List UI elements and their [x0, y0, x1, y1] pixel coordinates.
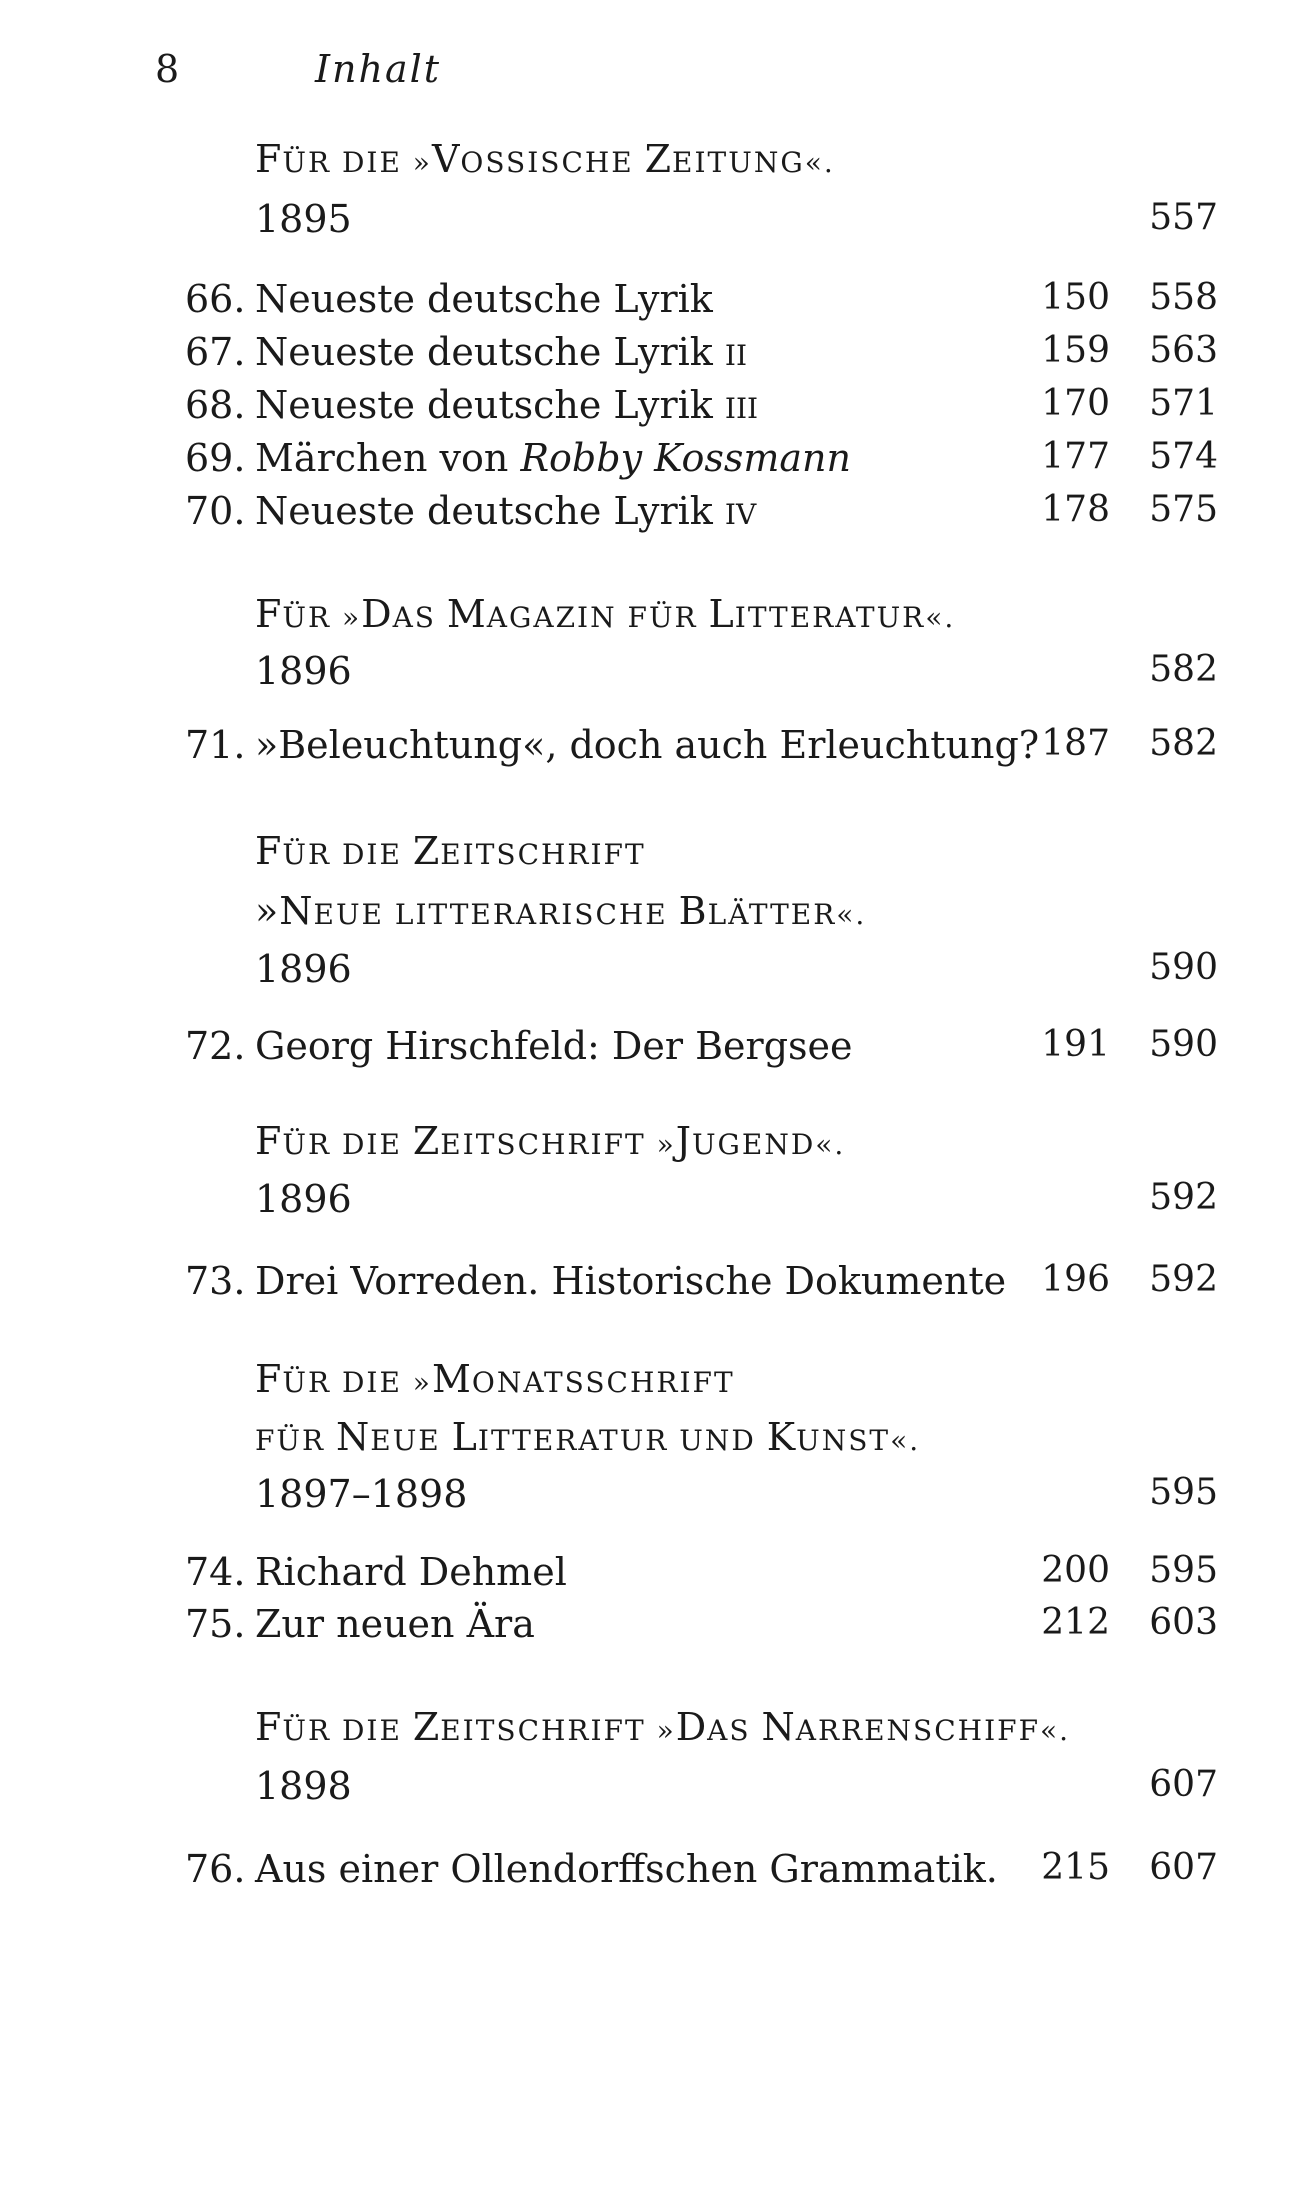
heading-text-part: ITTERATUR UND — [477, 1424, 767, 1457]
heading-text-part: F — [255, 1119, 283, 1163]
heading-text-part: F — [255, 1357, 283, 1401]
section-heading — [255, 137, 835, 181]
section-heading — [255, 829, 646, 873]
entry-page-commentary: 574 — [1149, 436, 1218, 477]
heading-text-part: K — [766, 1415, 797, 1459]
heading-text-part: M — [446, 592, 487, 636]
heading-text-part: AS — [707, 1714, 762, 1747]
entry-title — [255, 330, 748, 374]
heading-text-part: EITSCHRIFT » — [440, 1714, 676, 1747]
heading-text-part: ÜR DIE » — [282, 146, 432, 179]
section-heading — [255, 592, 956, 636]
heading-text-part: D — [675, 1705, 708, 1749]
heading-text-part: EITSCHRIFT — [440, 838, 646, 871]
heading-text-part: LÄTTER«. — [707, 898, 867, 931]
heading-text-part: J — [675, 1119, 692, 1163]
heading-text-part: B — [678, 889, 708, 933]
heading-text-part: ÜR DIE — [282, 1714, 413, 1747]
entry-title-text: Märchen von — [255, 436, 521, 480]
entry-title — [255, 1847, 998, 1891]
heading-text-part: UGEND«. — [691, 1128, 846, 1161]
entry-number: 69. — [185, 436, 246, 480]
section-page: 590 — [1149, 947, 1218, 988]
section-year: 1897–1898 — [255, 1472, 468, 1516]
roman-numeral: IV — [724, 498, 757, 531]
heading-text-part: F — [255, 1705, 283, 1749]
section-year: 1895 — [255, 197, 352, 241]
running-head: Inhalt — [315, 47, 442, 91]
entry-page-original: 178 — [1041, 489, 1110, 530]
entry-page-commentary: 571 — [1149, 383, 1218, 424]
heading-text-part: EITUNG«. — [672, 146, 835, 179]
section-year: 1896 — [255, 649, 352, 693]
heading-text-part: F — [255, 592, 283, 636]
entry-page-commentary: 603 — [1149, 1602, 1218, 1643]
entry-page-commentary: 582 — [1149, 723, 1218, 764]
section-page: 582 — [1149, 649, 1218, 690]
entry-title — [255, 489, 757, 533]
section-heading — [255, 1357, 735, 1401]
entry-title-text: Neueste deutsche Lyrik — [255, 489, 725, 533]
section-page: 592 — [1149, 1177, 1218, 1218]
entry-page-original: 196 — [1041, 1259, 1110, 1300]
entry-title — [255, 1550, 567, 1594]
entry-number: 68. — [185, 383, 246, 427]
section-year: 1898 — [255, 1764, 352, 1808]
section-heading — [255, 1119, 846, 1163]
heading-text-part: M — [431, 1357, 472, 1401]
entry-title — [255, 1259, 1007, 1303]
entry-page-commentary: 592 — [1149, 1259, 1218, 1300]
entry-number: 72. — [185, 1024, 246, 1068]
heading-text-part: ÜR DIE — [282, 838, 413, 871]
entry-number: 71. — [185, 723, 246, 767]
entry-title — [255, 277, 713, 321]
entry-page-original: 215 — [1041, 1847, 1110, 1888]
heading-text-part: F — [255, 137, 283, 181]
entry-number: 73. — [185, 1259, 246, 1303]
entry-number: 75. — [185, 1602, 246, 1646]
entry-title — [255, 436, 852, 480]
heading-text-part: ITTERATUR«. — [734, 601, 956, 634]
entry-page-commentary: 595 — [1149, 1550, 1218, 1591]
heading-text-part: N — [761, 1705, 796, 1749]
entry-title — [255, 1024, 853, 1068]
section-page: 557 — [1149, 197, 1218, 238]
heading-text-part: ÜR » — [282, 601, 362, 634]
heading-text-part: EUE LITTERARISCHE — [313, 898, 679, 931]
entry-page-original: 191 — [1041, 1024, 1110, 1065]
entry-title-text: »Beleuchtung«, doch auch Erleuchtung? — [255, 723, 1040, 767]
section-page: 607 — [1149, 1764, 1218, 1805]
section-year: 1896 — [255, 947, 352, 991]
section-page: 595 — [1149, 1472, 1218, 1513]
heading-text-part: AGAZIN FÜR — [486, 601, 709, 634]
entry-title-text: Drei Vorreden. Historische Dokumente — [255, 1259, 1007, 1303]
heading-text-part: ÜR DIE » — [282, 1366, 432, 1399]
entry-title-text: Richard Dehmel — [255, 1550, 567, 1594]
heading-text-part: ARRENSCHIFF«. — [795, 1714, 1071, 1747]
entry-page-commentary: 590 — [1149, 1024, 1218, 1065]
heading-text-part: Z — [412, 829, 441, 873]
heading-text-part: AS — [392, 601, 447, 634]
roman-numeral: II — [724, 339, 748, 372]
heading-text-part: L — [708, 592, 735, 636]
heading-text-part: F — [255, 829, 283, 873]
entry-page-commentary: 607 — [1149, 1847, 1218, 1888]
heading-text-part: ONATSSCHRIFT — [471, 1366, 735, 1399]
entry-title-italic: Robby Kossmann — [520, 436, 852, 480]
page-number: 8 — [155, 47, 180, 91]
entry-page-commentary: 563 — [1149, 330, 1218, 371]
entry-number: 74. — [185, 1550, 246, 1594]
entry-page-original: 187 — [1041, 723, 1110, 764]
roman-numeral: III — [724, 392, 759, 425]
section-heading — [255, 1415, 921, 1459]
heading-text-part: EUE — [370, 1424, 452, 1457]
entry-number: 70. — [185, 489, 246, 533]
section-heading — [255, 889, 867, 933]
entry-page-original: 159 — [1041, 330, 1110, 371]
heading-text-part: Z — [412, 1705, 441, 1749]
heading-text-part: N — [336, 1415, 371, 1459]
heading-text-part: V — [431, 137, 461, 181]
heading-text-part: FÜR — [255, 1424, 337, 1457]
heading-text-part: D — [361, 592, 393, 636]
entry-number: 66. — [185, 277, 246, 321]
heading-text-part: N — [279, 889, 314, 933]
heading-text-part: » — [255, 889, 280, 933]
entry-number: 67. — [185, 330, 246, 374]
heading-text-part: OSSISCHE — [460, 146, 645, 179]
entry-title-text: Neueste deutsche Lyrik — [255, 383, 725, 427]
entry-page-original: 212 — [1041, 1602, 1110, 1643]
entry-page-original: 150 — [1041, 277, 1110, 318]
entry-page-commentary: 558 — [1149, 277, 1218, 318]
section-heading — [255, 1705, 1071, 1749]
entry-title-text: Neueste deutsche Lyrik — [255, 330, 725, 374]
entry-title-text: Neueste deutsche Lyrik — [255, 277, 713, 321]
entry-page-original: 200 — [1041, 1550, 1110, 1591]
entry-title — [255, 723, 1040, 767]
entry-title-text: Aus einer Ollendorffschen Grammatik. — [255, 1847, 998, 1891]
entry-title-text: Georg Hirschfeld: Der Bergsee — [255, 1024, 853, 1068]
entry-page-commentary: 575 — [1149, 489, 1218, 530]
entry-page-original: 170 — [1041, 383, 1110, 424]
heading-text-part: EITSCHRIFT » — [440, 1128, 676, 1161]
entry-number: 76. — [185, 1847, 246, 1891]
section-year: 1896 — [255, 1177, 352, 1221]
heading-text-part: Z — [644, 137, 673, 181]
heading-text-part: Z — [412, 1119, 441, 1163]
entry-title — [255, 1602, 535, 1646]
heading-text-part: L — [451, 1415, 478, 1459]
entry-page-original: 177 — [1041, 436, 1110, 477]
heading-text-part: UNST«. — [796, 1424, 921, 1457]
entry-title — [255, 383, 759, 427]
entry-title-text: Zur neuen Ära — [255, 1602, 535, 1646]
heading-text-part: ÜR DIE — [282, 1128, 413, 1161]
